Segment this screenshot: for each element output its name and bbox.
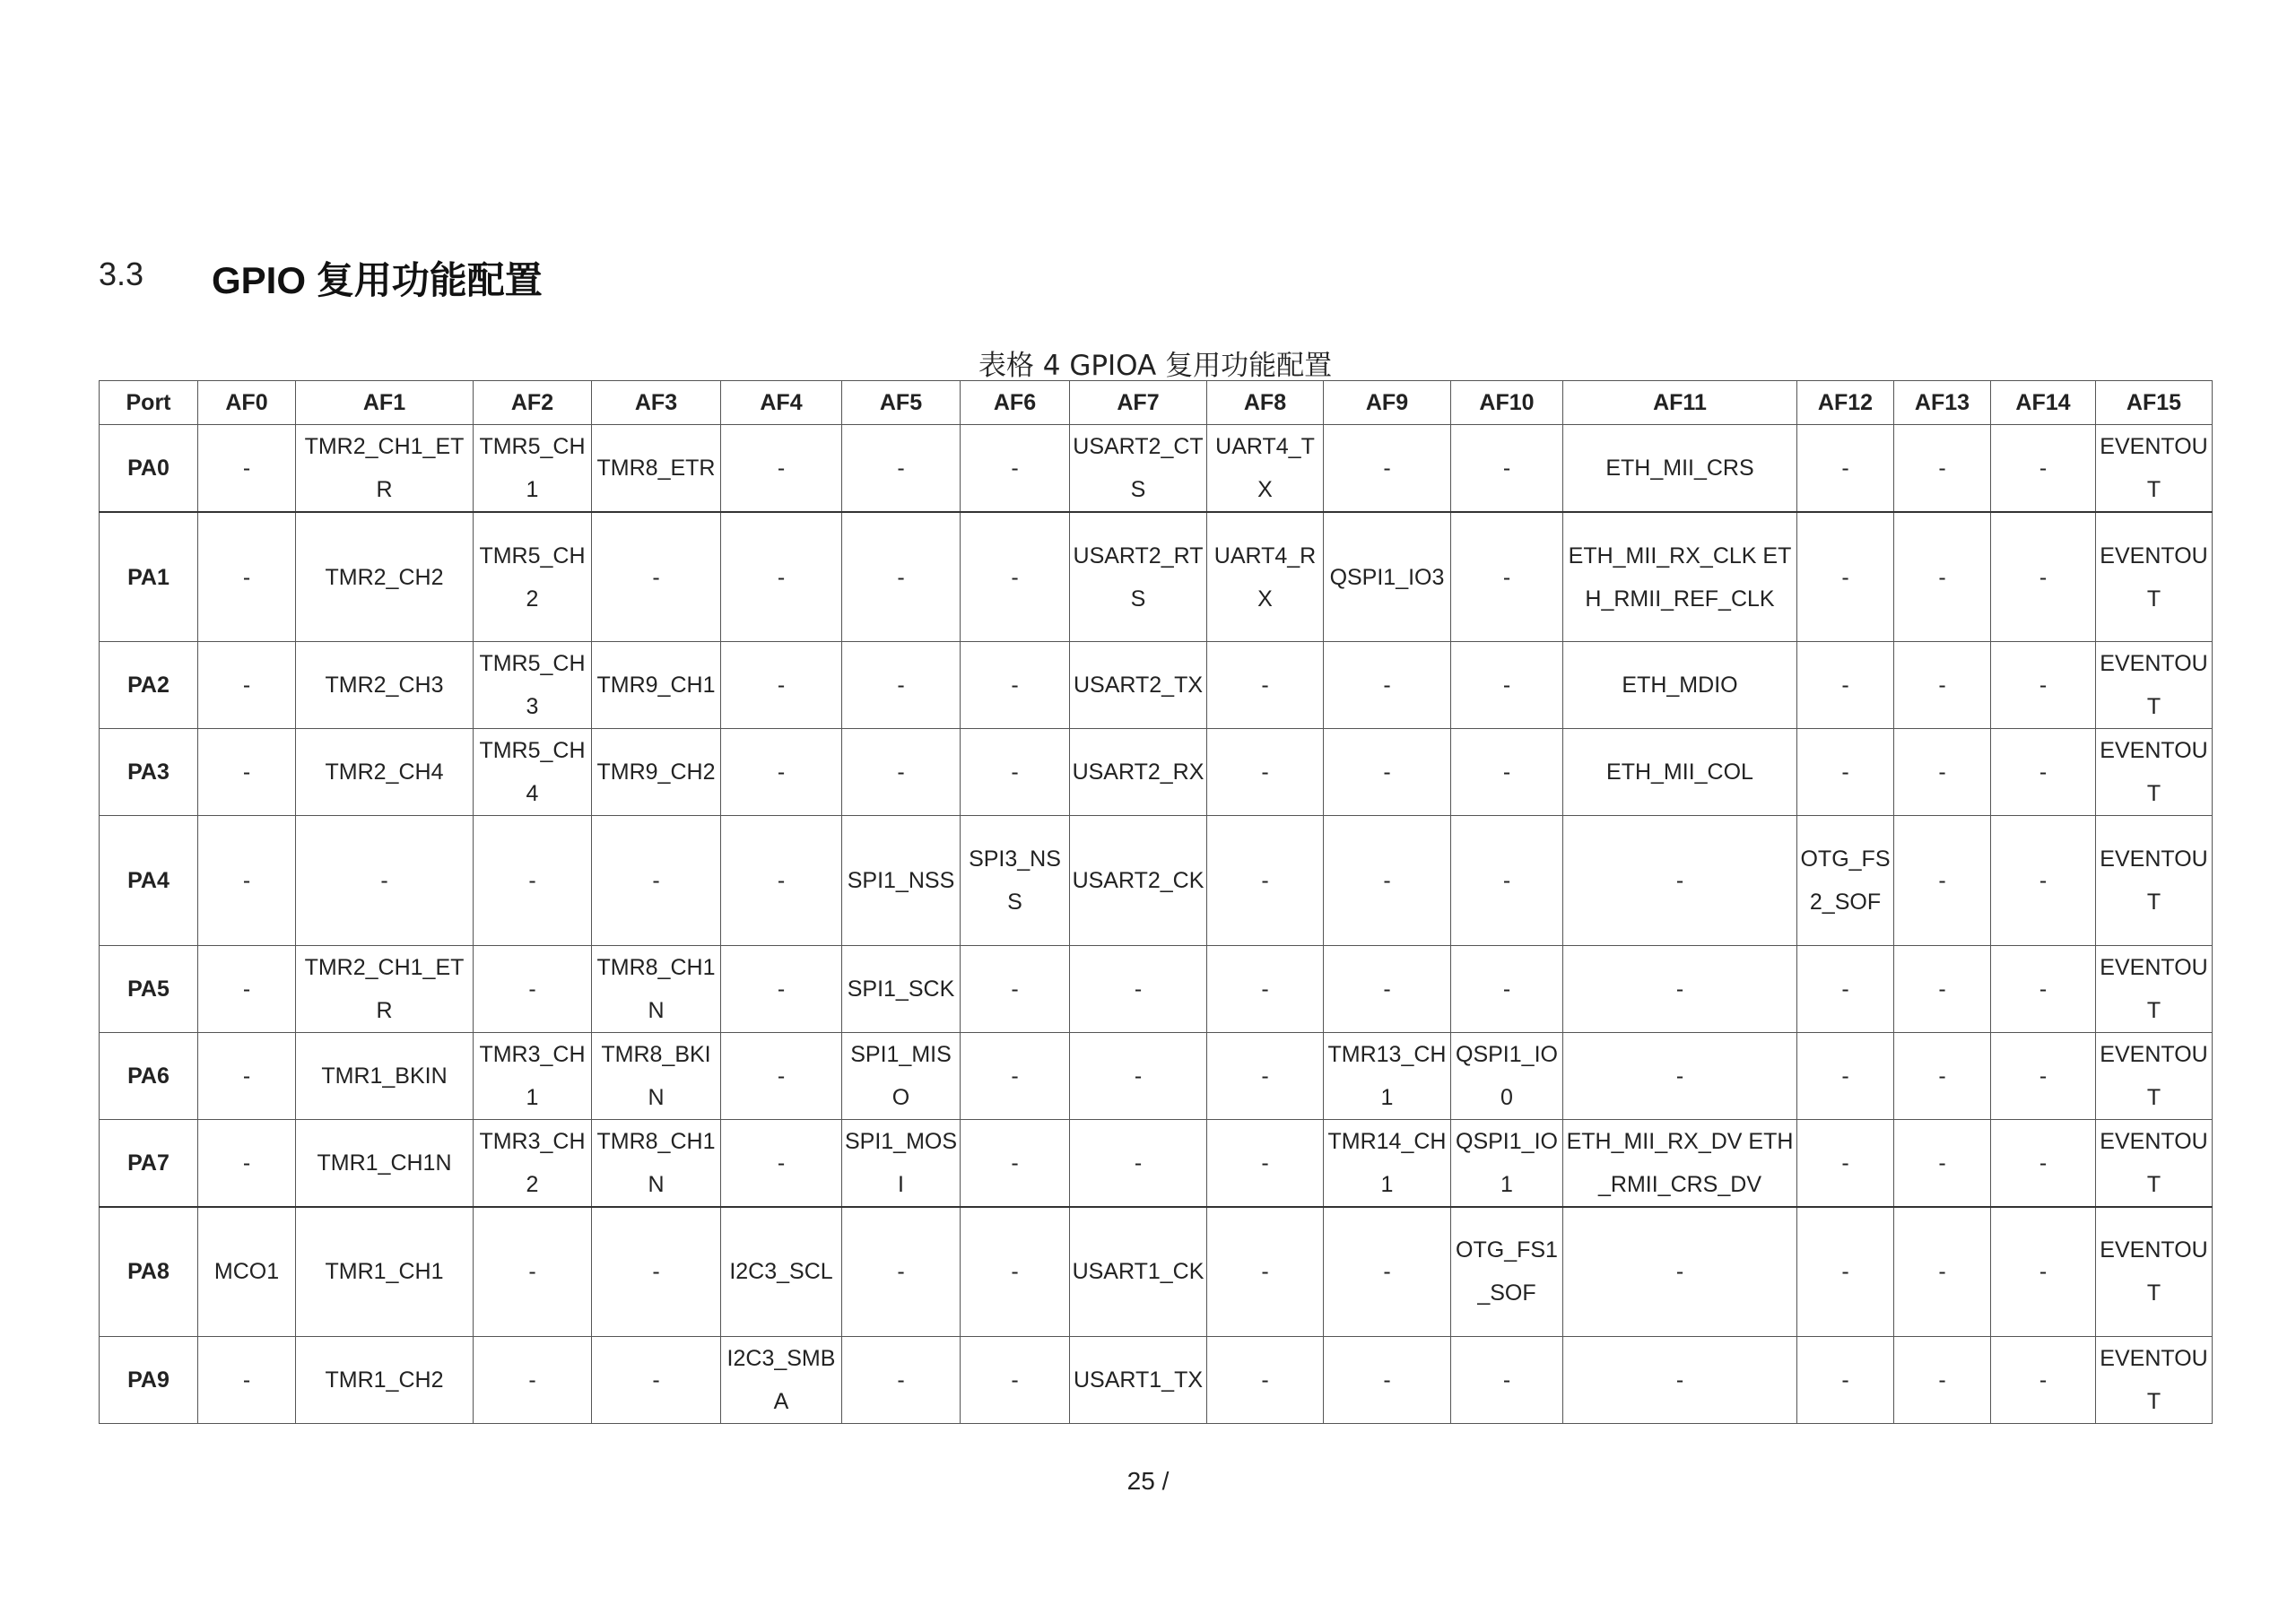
af-cell: - — [1207, 1207, 1324, 1336]
af-cell: - — [1451, 945, 1563, 1032]
col-header-af1: AF1 — [296, 381, 474, 425]
af-cell: SPI1_NSS — [842, 816, 961, 945]
col-header-af4: AF4 — [721, 381, 842, 425]
af-cell: TMR2_CH1_ETR — [296, 425, 474, 513]
af-cell: TMR8_BKIN — [592, 1032, 721, 1119]
af-cell: EVENTOUT — [2096, 1032, 2213, 1119]
af-cell: - — [1563, 1032, 1797, 1119]
col-header-port: Port — [100, 381, 198, 425]
af-cell: - — [592, 512, 721, 641]
af-cell: - — [961, 1119, 1070, 1207]
col-header-af3: AF3 — [592, 381, 721, 425]
af-cell: - — [1070, 1119, 1207, 1207]
af-cell: TMR8_ETR — [592, 425, 721, 513]
af-cell: TMR13_CH1 — [1324, 1032, 1451, 1119]
af-cell: - — [1991, 816, 2096, 945]
af-cell: EVENTOUT — [2096, 816, 2213, 945]
af-cell: EVENTOUT — [2096, 1119, 2213, 1207]
port-cell: PA5 — [100, 945, 198, 1032]
af-cell: - — [1991, 729, 2096, 816]
af-cell: - — [1207, 1032, 1324, 1119]
af-cell: I2C3_SCL — [721, 1207, 842, 1336]
af-cell: UART4_RX — [1207, 512, 1324, 641]
af-cell: USART2_CTS — [1070, 425, 1207, 513]
af-cell: TMR2_CH3 — [296, 641, 474, 728]
af-cell: - — [1563, 816, 1797, 945]
af-cell: - — [1894, 512, 1991, 641]
af-cell: - — [1797, 1207, 1894, 1336]
af-cell: SPI3_NSS — [961, 816, 1070, 945]
col-header-af14: AF14 — [1991, 381, 2096, 425]
af-cell: - — [1324, 816, 1451, 945]
table-row — [100, 1207, 2213, 1336]
af-cell: TMR3_CH2 — [474, 1119, 592, 1207]
af-cell: - — [1991, 641, 2096, 728]
af-cell: - — [592, 1336, 721, 1423]
table-row — [100, 1119, 2213, 1207]
af-cell: - — [1451, 729, 1563, 816]
col-header-af6: AF6 — [961, 381, 1070, 425]
port-cell: PA1 — [100, 512, 198, 641]
af-cell: ETH_MII_COL — [1563, 729, 1797, 816]
af-cell: OTG_FS2_SOF — [1797, 816, 1894, 945]
af-cell: - — [474, 945, 592, 1032]
af-cell: - — [1070, 1032, 1207, 1119]
af-cell: - — [721, 1032, 842, 1119]
port-cell: PA7 — [100, 1119, 198, 1207]
af-cell: - — [961, 729, 1070, 816]
af-cell: - — [1324, 425, 1451, 513]
port-cell: PA3 — [100, 729, 198, 816]
af-cell: - — [721, 729, 842, 816]
af-cell: - — [1797, 425, 1894, 513]
af-cell: - — [961, 425, 1070, 513]
af-cell: I2C3_SMBA — [721, 1336, 842, 1423]
af-cell: - — [1324, 641, 1451, 728]
col-header-af0: AF0 — [198, 381, 296, 425]
af-cell: EVENTOUT — [2096, 1207, 2213, 1336]
af-cell: TMR5_CH4 — [474, 729, 592, 816]
af-cell: - — [1991, 945, 2096, 1032]
af-cell: EVENTOUT — [2096, 512, 2213, 641]
af-cell: - — [198, 425, 296, 513]
af-cell: - — [1563, 1207, 1797, 1336]
af-cell: - — [961, 1336, 1070, 1423]
col-header-af2: AF2 — [474, 381, 592, 425]
af-cell: - — [1207, 816, 1324, 945]
af-cell: - — [1797, 1119, 1894, 1207]
af-cell: ETH_MII_RX_CLK ETH_RMII_REF_CLK — [1563, 512, 1797, 641]
af-cell: TMR1_CH1N — [296, 1119, 474, 1207]
af-cell: - — [1563, 945, 1797, 1032]
af-cell: - — [1451, 1336, 1563, 1423]
af-cell: - — [1894, 641, 1991, 728]
af-cell: ETH_MII_CRS — [1563, 425, 1797, 513]
af-cell: TMR2_CH1_ETR — [296, 945, 474, 1032]
af-cell: - — [1991, 1032, 2096, 1119]
af-cell: - — [842, 1336, 961, 1423]
af-cell: - — [721, 1119, 842, 1207]
col-header-af5: AF5 — [842, 381, 961, 425]
af-cell: - — [1894, 729, 1991, 816]
af-cell: - — [1991, 425, 2096, 513]
af-cell: - — [474, 1336, 592, 1423]
af-cell: - — [198, 641, 296, 728]
af-cell: SPI1_MOSI — [842, 1119, 961, 1207]
table-row — [100, 945, 2213, 1032]
af-cell: - — [1207, 1336, 1324, 1423]
af-cell: - — [474, 1207, 592, 1336]
af-cell: - — [1894, 816, 1991, 945]
af-cell: ETH_MDIO — [1563, 641, 1797, 728]
table-row — [100, 512, 2213, 641]
af-cell: TMR1_BKIN — [296, 1032, 474, 1119]
af-cell: QSPI1_IO3 — [1324, 512, 1451, 641]
section-title: GPIO 复用功能配置 — [212, 259, 543, 301]
af-cell: TMR8_CH1N — [592, 1119, 721, 1207]
af-cell: - — [721, 641, 842, 728]
col-header-af11: AF11 — [1563, 381, 1797, 425]
af-cell: TMR9_CH1 — [592, 641, 721, 728]
af-cell: - — [842, 425, 961, 513]
af-cell: - — [198, 1119, 296, 1207]
af-cell: TMR5_CH3 — [474, 641, 592, 728]
af-cell: - — [1797, 945, 1894, 1032]
af-cell: SPI1_MISO — [842, 1032, 961, 1119]
af-cell: - — [721, 945, 842, 1032]
af-cell: - — [1207, 641, 1324, 728]
af-cell: - — [1563, 1336, 1797, 1423]
af-cell: SPI1_SCK — [842, 945, 961, 1032]
af-cell: - — [1451, 641, 1563, 728]
af-cell: - — [721, 425, 842, 513]
af-cell: MCO1 — [198, 1207, 296, 1336]
af-cell: EVENTOUT — [2096, 945, 2213, 1032]
af-cell: - — [1991, 512, 2096, 641]
af-cell: - — [1324, 729, 1451, 816]
af-cell: - — [1207, 1119, 1324, 1207]
af-cell: - — [1894, 1119, 1991, 1207]
af-cell: - — [198, 816, 296, 945]
af-cell: - — [1797, 729, 1894, 816]
af-cell: USART2_TX — [1070, 641, 1207, 728]
table-row — [100, 1336, 2213, 1423]
af-cell: TMR8_CH1N — [592, 945, 721, 1032]
col-header-af13: AF13 — [1894, 381, 1991, 425]
af-cell: - — [1797, 1336, 1894, 1423]
af-cell: - — [198, 1032, 296, 1119]
table-row — [100, 425, 2213, 513]
af-cell: EVENTOUT — [2096, 425, 2213, 513]
af-cell: - — [1324, 945, 1451, 1032]
af-cell: - — [198, 945, 296, 1032]
af-cell: USART2_RTS — [1070, 512, 1207, 641]
port-cell: PA9 — [100, 1336, 198, 1423]
af-cell: - — [1894, 1336, 1991, 1423]
af-cell: - — [1797, 512, 1894, 641]
af-cell: TMR9_CH2 — [592, 729, 721, 816]
col-header-af12: AF12 — [1797, 381, 1894, 425]
af-cell: - — [842, 641, 961, 728]
table-header-row — [100, 381, 2213, 425]
af-cell: - — [1324, 1207, 1451, 1336]
af-cell: - — [198, 729, 296, 816]
af-cell: USART1_CK — [1070, 1207, 1207, 1336]
af-cell: - — [961, 945, 1070, 1032]
af-cell: USART2_CK — [1070, 816, 1207, 945]
af-cell: - — [721, 816, 842, 945]
af-cell: ETH_MII_RX_DV ETH_RMII_CRS_DV — [1563, 1119, 1797, 1207]
af-cell: QSPI1_IO1 — [1451, 1119, 1563, 1207]
af-cell: EVENTOUT — [2096, 729, 2213, 816]
af-cell: QSPI1_IO0 — [1451, 1032, 1563, 1119]
port-cell: PA4 — [100, 816, 198, 945]
table-row — [100, 816, 2213, 945]
table-caption: 表格 4 GPIOA 复用功能配置 — [978, 350, 1333, 382]
af-cell: USART1_TX — [1070, 1336, 1207, 1423]
col-header-af10: AF10 — [1451, 381, 1563, 425]
af-cell: - — [592, 816, 721, 945]
af-cell: - — [198, 1336, 296, 1423]
af-cell: EVENTOUT — [2096, 641, 2213, 728]
page-number: 25 / — [1126, 1467, 1170, 1495]
af-cell: - — [961, 1032, 1070, 1119]
col-header-af15: AF15 — [2096, 381, 2213, 425]
af-cell: TMR3_CH1 — [474, 1032, 592, 1119]
af-cell: TMR2_CH2 — [296, 512, 474, 641]
col-header-af7: AF7 — [1070, 381, 1207, 425]
af-cell: - — [721, 512, 842, 641]
col-header-af9: AF9 — [1324, 381, 1451, 425]
af-cell: UART4_TX — [1207, 425, 1324, 513]
af-cell: - — [1894, 1032, 1991, 1119]
table-row — [100, 729, 2213, 816]
af-cell: - — [1451, 816, 1563, 945]
col-header-af8: AF8 — [1207, 381, 1324, 425]
af-cell: - — [1991, 1119, 2096, 1207]
af-cell: - — [1797, 1032, 1894, 1119]
table-row — [100, 1032, 2213, 1119]
af-cell: - — [1991, 1207, 2096, 1336]
af-cell: - — [842, 1207, 961, 1336]
gpioa-af-table — [99, 380, 2213, 1424]
port-cell: PA8 — [100, 1207, 198, 1336]
af-cell: - — [592, 1207, 721, 1336]
af-cell: - — [198, 512, 296, 641]
af-cell: TMR14_CH1 — [1324, 1119, 1451, 1207]
af-cell: - — [474, 816, 592, 945]
af-cell: - — [1894, 1207, 1991, 1336]
af-cell: - — [1451, 512, 1563, 641]
af-cell: EVENTOUT — [2096, 1336, 2213, 1423]
af-cell: TMR1_CH2 — [296, 1336, 474, 1423]
af-cell: TMR5_CH1 — [474, 425, 592, 513]
af-cell: - — [296, 816, 474, 945]
af-cell: - — [842, 729, 961, 816]
section-number: 3.3 — [99, 256, 144, 292]
table-body — [100, 425, 2213, 1424]
af-cell: - — [1207, 945, 1324, 1032]
af-cell: - — [1797, 641, 1894, 728]
af-cell: TMR5_CH2 — [474, 512, 592, 641]
af-cell: - — [1894, 945, 1991, 1032]
port-cell: PA2 — [100, 641, 198, 728]
af-cell: OTG_FS1_SOF — [1451, 1207, 1563, 1336]
af-cell: - — [1894, 425, 1991, 513]
table-row — [100, 641, 2213, 728]
af-cell: - — [961, 1207, 1070, 1336]
af-cell: TMR1_CH1 — [296, 1207, 474, 1336]
af-cell: - — [1991, 1336, 2096, 1423]
af-cell: - — [1207, 729, 1324, 816]
af-cell: - — [1451, 425, 1563, 513]
af-cell: - — [1070, 945, 1207, 1032]
port-cell: PA6 — [100, 1032, 198, 1119]
af-cell: TMR2_CH4 — [296, 729, 474, 816]
af-cell: USART2_RX — [1070, 729, 1207, 816]
af-cell: - — [961, 641, 1070, 728]
af-cell: - — [1324, 1336, 1451, 1423]
port-cell: PA0 — [100, 425, 198, 513]
af-cell: - — [842, 512, 961, 641]
af-cell: - — [961, 512, 1070, 641]
